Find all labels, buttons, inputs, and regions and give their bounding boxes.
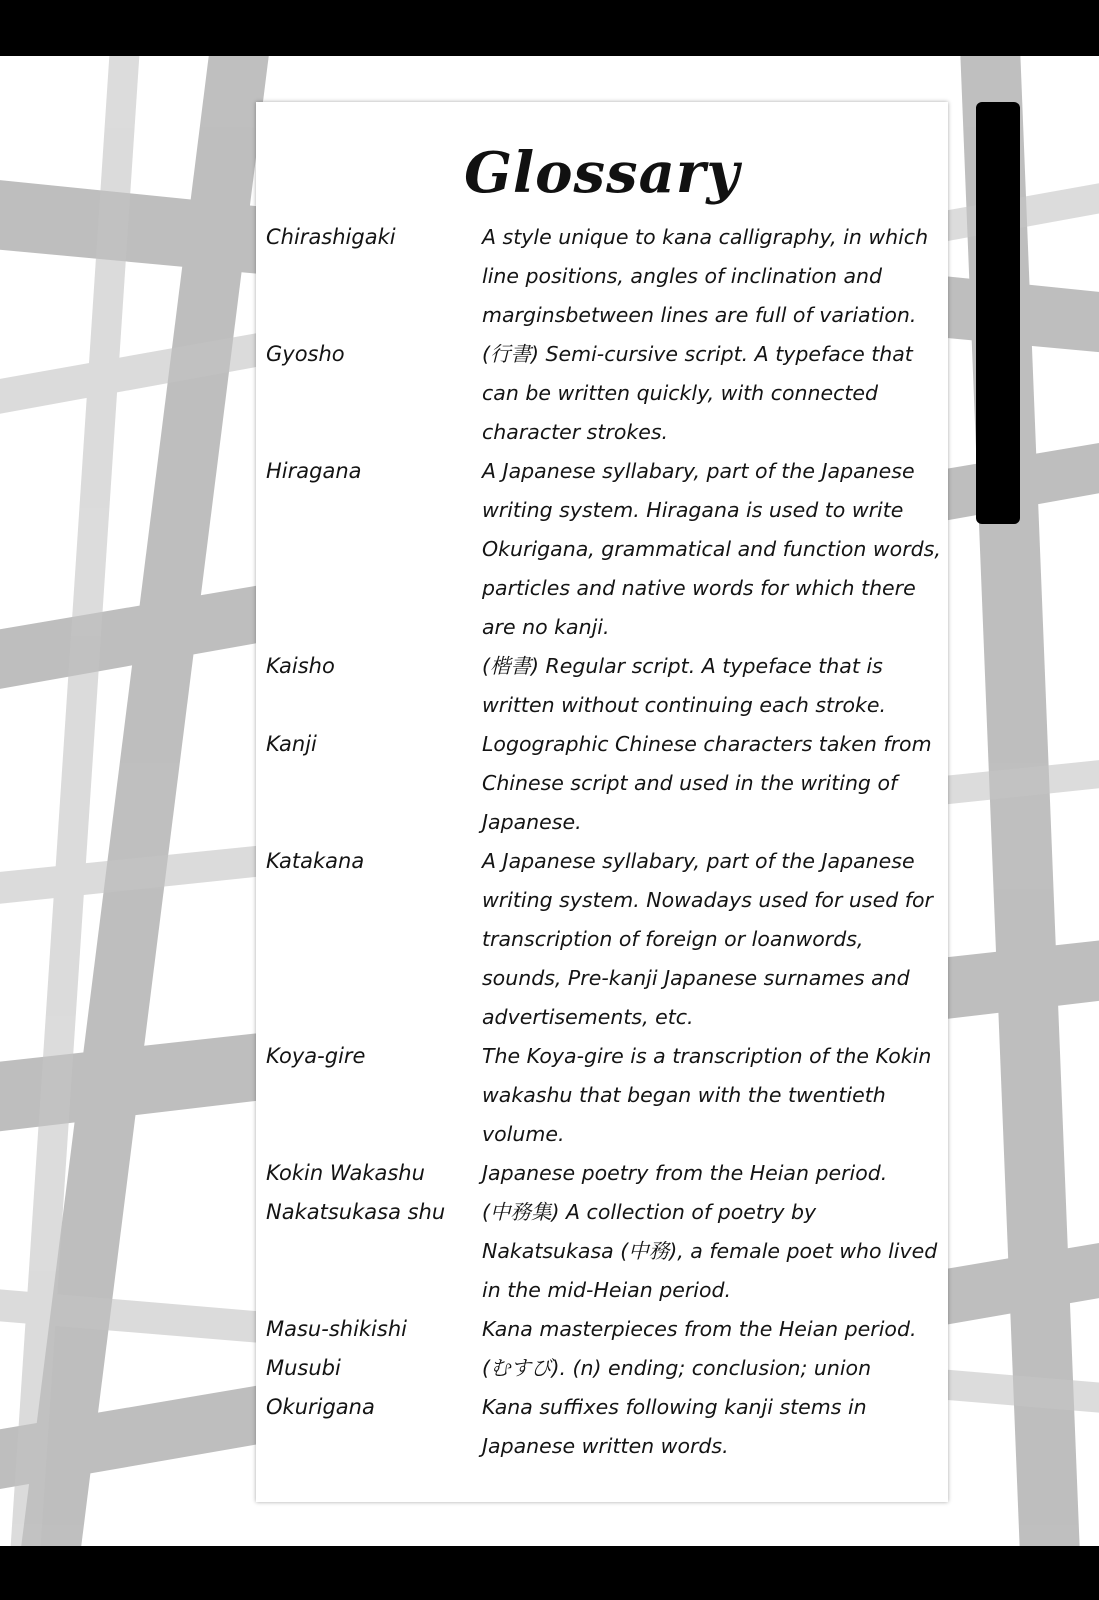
- glossary-definition: A Japanese syllabary, part of the Japanese writing system. Hiragana is used to write Okurigana, grammatical and function words, particles and native words for which there are no kanji.: [482, 459, 941, 639]
- glossary-term: Masu-shikishi: [266, 1317, 407, 1341]
- glossary-definition: (中務集) A collection of poetry by Nakatsukasa (中務), a female poet who lived in the mid-Heian period.: [482, 1200, 938, 1302]
- glossary-entry: [266, 725, 946, 842]
- glossary-term: Kaisho: [266, 654, 335, 678]
- glossary-definition: (むすび). (n) ending; conclusion; union: [482, 1356, 872, 1380]
- glossary-entry: [266, 1154, 946, 1193]
- glossary-definition: (楷書) Regular script. A typeface that is written without continuing each stroke.: [482, 654, 887, 717]
- glossary-term: Hiragana: [266, 459, 362, 483]
- glossary-term: Katakana: [266, 849, 365, 873]
- glossary-entry: [266, 1193, 946, 1310]
- glossary-term: Kokin Wakashu: [266, 1161, 425, 1185]
- glossary-entry: [266, 452, 946, 647]
- glossary-definition: The Koya-gire is a transcription of the Kokin wakashu that began with the twentieth volume.: [482, 1044, 932, 1146]
- glossary-entry: [266, 335, 946, 452]
- glossary-entry: [266, 218, 946, 335]
- glossary-definition: Logographic Chinese characters taken from Chinese script and used in the writing of Japanese.: [482, 732, 932, 834]
- glossary-entry: [266, 1388, 946, 1466]
- glossary-term: Koya-gire: [266, 1044, 366, 1068]
- glossary-definition: (行書) Semi-cursive script. A typeface that can be written quickly, with connected character strokes.: [482, 342, 913, 444]
- glossary-term: Musubi: [266, 1356, 341, 1380]
- glossary-list: [266, 218, 946, 1466]
- glossary-definition: Japanese poetry from the Heian period.: [482, 1161, 888, 1185]
- glossary-term: Nakatsukasa shu: [266, 1200, 446, 1224]
- glossary-definition: Kana suffixes following kanji stems in Japanese written words.: [482, 1395, 867, 1458]
- glossary-term: Chirashigaki: [266, 225, 396, 249]
- glossary-entry: [266, 647, 946, 725]
- glossary-entry: [266, 1310, 946, 1349]
- glossary-panel: [256, 102, 948, 1502]
- glossary-term: Okurigana: [266, 1395, 375, 1419]
- glossary-definition: Kana masterpieces from the Heian period.: [482, 1317, 917, 1341]
- glossary-term: Kanji: [266, 732, 317, 756]
- page-title: Glossary: [464, 140, 740, 206]
- glossary-entry: [266, 1037, 946, 1154]
- bottom-letterbox-bar: [0, 1546, 1099, 1600]
- side-black-tab: [976, 102, 1020, 524]
- glossary-entry: [266, 842, 946, 1037]
- glossary-entry: [266, 1349, 946, 1388]
- top-letterbox-bar: [0, 0, 1099, 56]
- glossary-definition: A Japanese syllabary, part of the Japanese writing system. Nowadays used for used for transcription of foreign or loanwords, sounds, Pre-kanji Japanese surnames and advertisements, etc.: [482, 849, 933, 1029]
- glossary-definition: A style unique to kana calligraphy, in which line positions, angles of inclination and marginsbetween lines are full of variation.: [482, 225, 929, 327]
- glossary-term: Gyosho: [266, 342, 345, 366]
